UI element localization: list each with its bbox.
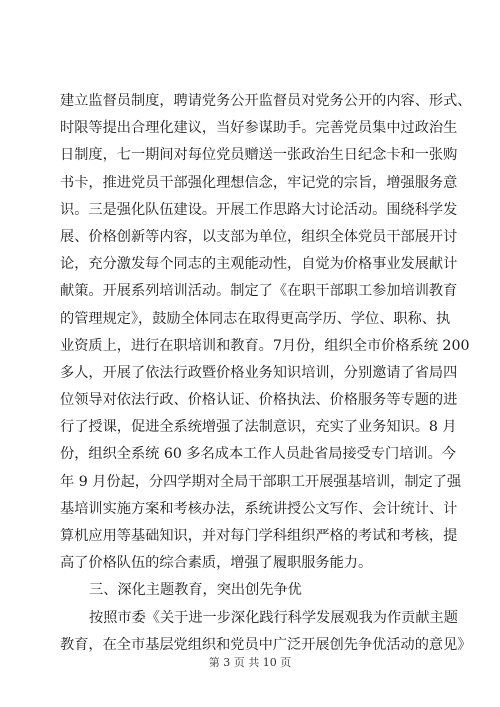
text-line: 位领导对依法行政、价格认证、价格执法、价格服务等专题的进 xyxy=(60,392,458,409)
text-line: 时限等提出合理化建议，当好参谋助手。完善党员集中过政治生 xyxy=(60,120,458,137)
text-line: 日制度，七一期间对每位党员赠送一张政治生日纪念卡和一张购 xyxy=(60,147,458,164)
text-line: 年 9 月份起，分四学期对全局干部职工开展强基培训，制定了强 xyxy=(60,473,462,490)
body-text xyxy=(60,88,472,659)
text-line: 论，充分激发每个同志的主观能动性，自觉为价格事业发展献计 xyxy=(60,256,458,273)
text-line: 行了授课，促进全系统增强了法制意识，充实了业务知识。8 月 xyxy=(60,419,457,436)
text-line: 份，组织全系统 60 多名成本工作人员赴省局接受专门培训。今 xyxy=(60,446,456,463)
text-line: 高了价格队伍的综合素质，增强了履职服务能力。 xyxy=(60,555,373,572)
section-heading: 三、深化主题教育，突出创先争优 xyxy=(89,582,302,599)
text-line: 按照市委《关于进一步深化践行科学发展观我为作贡献主题 xyxy=(89,609,458,626)
text-line: 算机应用等基础知识，并对每门学科组织严格的考试和考核，提 xyxy=(60,528,458,544)
text-line: 业资质上，进行在职培训和教育。7月份，组织全市价格系统 200 xyxy=(60,337,470,354)
text-line: 基培训实施方案和考核办法，系统讲授公文写作、会计统计、计 xyxy=(60,500,458,517)
text-line: 建立监督员制度，聘请党务公开监督员对党务公开的内容、形式、 xyxy=(60,93,472,109)
text-line: 献策。开展系列培训活动。制定了《在职干部职工参加培训教育 xyxy=(60,283,458,300)
page-footer: 第 3 页 共 10 页 xyxy=(208,656,292,669)
text-line: 识。三是强化队伍建设。开展工作思路大讨论活动。围绕科学发 xyxy=(60,201,458,218)
text-line: 的管理规定》，鼓励全体同志在取得更高学历、学位、职称、执 xyxy=(60,310,451,327)
text-line: 多人，开展了依法行政暨价格业务知识培训，分别邀请了省局四 xyxy=(60,364,458,381)
text-line: 展、价格创新等内容，以支部为单位，组织全体党员干部展开讨 xyxy=(60,228,458,245)
text-line: 教育，在全市基层党组织和党员中广泛开展创先争优活动的意见》 xyxy=(60,636,472,653)
text-line: 书卡，推进党员干部强化理想信念，牢记党的宗旨，增强服务意 xyxy=(60,174,458,191)
